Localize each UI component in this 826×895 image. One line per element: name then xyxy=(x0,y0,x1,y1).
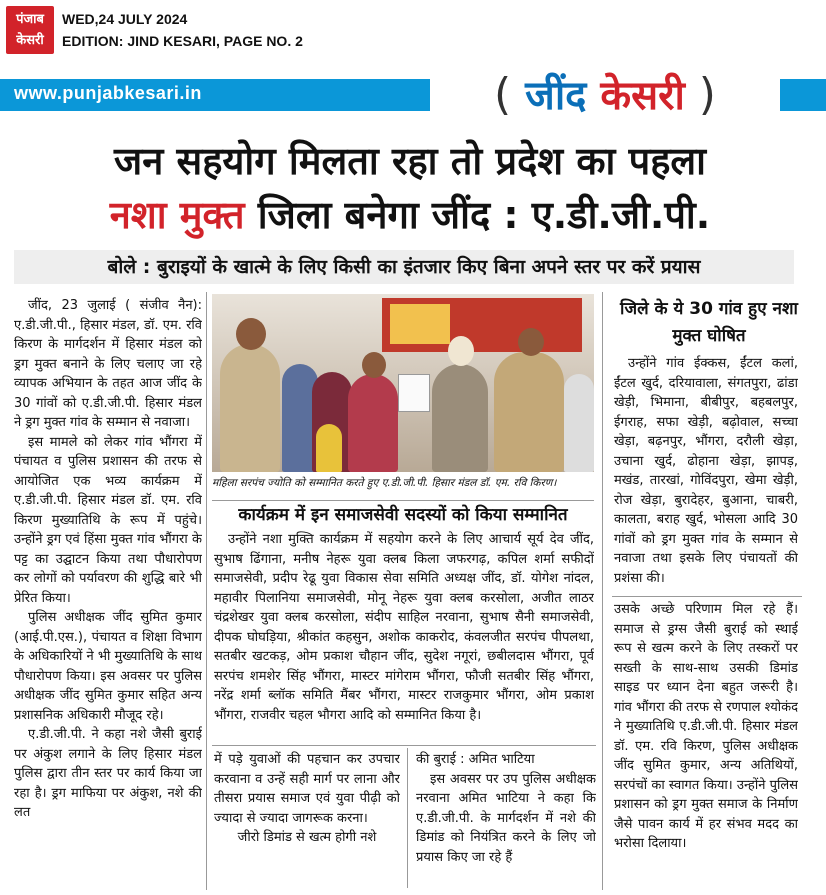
colA-para: में पड़े युवाओं की पहचान कर उपचार करवाना व उन्हें सही मार्ग पर लाना और तीसरा प्रयास समाज एवं युवा पीढ़ी को ज्यादा से ज्यादा जागरूक करना। xyxy=(214,752,400,826)
headline-line2 xyxy=(10,192,810,238)
col1-para: इस मामले को लेकर गांव भौंगरा में पंचायत व पुलिस प्रशासन की तरफ से आयोजित एक भव्य कार्यक्रम में ए.डी.जी.पी. हिसार मंडल डॉ. एम. रवि किरण मुख्यातिथि के रूप में पहुंचे। उन्होंने ड्रग एवं हिंसा मुक्त गांव भौंगरा के पट्ट का उद्घाटन किया तथा पौधारोपण कर लोगों को पर्यावरण की शुद्धि बारे भी प्रेरित किया। xyxy=(14,434,202,606)
section-rule xyxy=(212,745,596,746)
colR2-para: उसके अच्छे परिणाम मिल रहे हैं। समाज से ड्रग्स जैसी बुराई को स्थाई रूप से खत्म करने के लिए तस्करों पर सख्ती के साथ-साथ उसकी डिमांड साइड पर ध्यान देना बहुत जरूरी है। गांव भौंगरा की तरफ से रणपाल श्योकंद ने मुख्यातिथि ए.डी.जी.पी. हिसार मंडल डॉ. एम. रवि किरण, पुलिस अधीक्षक जींद सुमित कुमार, अन्य अतिथियों, सरपंचों का स्वागत किया। उन्होंने पुलिस प्रशासन को ड्रग मुक्त समाज के निर्माण जैसे पावन कार्य में हर संभव मदद का भरोसा दिलाया। xyxy=(614,602,798,851)
edition-meta xyxy=(62,8,303,52)
villages-para: उन्होंने गांव ईक्कस, ईंटल कलां, ईंटल खुर्द, दरियावाला, संगतपुरा, ढांडा खेड़ी, भिमाना, बीबीपुर, बहबलपुर, ईगराह, सफा खेड़ी, बढ़ोवाल, सच्चा खेड़ा, बढ़नपुर, भौंगरा, दरौली खेड़ा, उचाना खुर्द, ढोहाना खेड़ा, झापड़, मखंड, तारखां, गोविंदपुरा, खेमा खेड़ी, रोज खेड़ा, बुरादेहर, बुआना, चाबरी, कालता, बराह खुर्द, भोसला आदि 30 गांवों को ड्रग मुक्त गांव के सम्मान से नवाजा तथा इसके लिए पंचायतों की प्रशंसा की। xyxy=(614,356,798,586)
article-column-a xyxy=(214,750,400,890)
subheadline: बोले : बुराइयों के खात्मे के लिए किसी का इंतजार किए बिना अपने स्तर पर करें प्रयास xyxy=(14,250,794,284)
edition-info: EDITION: JIND KESARI, PAGE NO. 2 xyxy=(62,33,303,49)
column-divider xyxy=(206,292,207,890)
headline-rest-text: जिला बनेगा जींद : ए.डी.जी.पी. xyxy=(244,193,711,237)
masthead-left-paren-icon: ( xyxy=(494,69,512,120)
honorees-text xyxy=(214,530,594,742)
photo-caption: महिला सरपंच ज्योति को सम्मानित करते हुए ए.डी.जी.पी. हिसार मंडल डॉ. एम. रवि किरण। xyxy=(212,477,557,489)
masthead-right-paren-icon: ) xyxy=(698,69,716,120)
honorees-para: उन्होंने नशा मुक्ति कार्यक्रम में सहयोग करने के लिए आचार्य सूर्य देव जींद, सुभाष ढिंगाना, मनीष नेहरू युवा क्लब किला जफरगढ़, कपिल शर्मा सफीदों समाजसेवी, प्रदीप रेढू युवा विकास सेवा समिति अध्यक्ष जींद, डॉ. योगेश नांदल, महावीर पिलानिया समाजसेवी, मोनू नेहरू युवा क्लब करसोला, अजीत लाठर चंद्रशेखर युवा क्लब करसोला, संदीप साहिल नरवाना, सुभाष सैनी समाजसेवी, दीपक घोघड़िया, श्रीकांत कहसुन, अशोक काकरोद, कंवलजीत सरपंच पीपलथा, सतबीर खटकड़, ओम प्रकाश चौहान जींद, सुदेश नगूरां, छबीलदास भौंगरा, पूर्व सरपंच शमशेर सिंह भौंगरा, मास्टर मांगेराम भौंगरा, फौजी सतबीर सिंह भौंगरा, नरेंद्र शर्मा ब्लॉक समिति मैंबर भौंगरा, मास्टर राजकुमार भौंगरा, ओम प्रकाश भौंगरा, राजवीर चहल भौगरा आदि को सम्मानित किया है। xyxy=(214,532,594,723)
person-elder xyxy=(432,364,488,472)
article-column-b xyxy=(416,750,596,890)
masthead-jind: जींद xyxy=(525,73,587,119)
column-divider xyxy=(602,292,603,890)
col1-para: जींद, 23 जुलाई ( संजीव नैन): ए.डी.जी.पी., हिसार मंडल, डॉ. एम. रवि किरण के मार्गदर्शन में हिसार मंडल को ड्रग मुक्त बनाने के लिए चलाए जा रहे व्यापक अभियान के तहत आज जींद के 30 गांवों को ए.डी.जी.पी. हिसार मंडल ने ड्रग मुक्त गांव के सम्मान से नवाजा। xyxy=(14,298,202,430)
child xyxy=(316,424,342,472)
section-heading: कार्यक्रम में इन समाजसेवी सदस्यों को किया सम्मानित xyxy=(212,500,594,529)
person xyxy=(564,374,594,472)
page-header xyxy=(0,0,826,70)
section-rule xyxy=(612,596,802,597)
colB-para: इस अवसर पर उप पुलिस अधीक्षक नरवाना अमित भाटिया ने कहा कि ए.डी.जी.पी. के मार्गदर्शन में नशे की डिमांड को नियंत्रित करने के लिए जो प्रयास किए जा रहे हैं xyxy=(416,771,596,865)
edition-date: WED,24 JULY 2024 xyxy=(62,11,188,27)
villages-list-text xyxy=(614,354,798,594)
person-officer xyxy=(494,352,564,472)
banner xyxy=(0,70,826,120)
column-divider xyxy=(407,748,408,888)
article-column-right xyxy=(614,600,798,890)
colB-subhead: की बुराई : अमित भाटिया xyxy=(416,752,535,767)
headline-line1: जन सहयोग मिलता रहा तो प्रदेश का पहला xyxy=(114,139,706,183)
logo-line1: पंजाब xyxy=(16,12,44,27)
event-photo xyxy=(212,294,594,472)
colA-subhead: जीरो डिमांड से खत्म होगी नशे xyxy=(237,830,377,845)
punjab-kesari-logo xyxy=(6,6,54,54)
person-sarpanch xyxy=(348,374,398,472)
col1-para: पुलिस अधीक्षक जींद सुमित कुमार (आई.पी.एस.), पंचायत व शिक्षा विभाग के अधिकारियों ने भी मुख्यातिथि के साथ पौधारोपण किया। इस अवसर पर पुलिस अधीक्षक जींद सुमित कुमार सहित अन्य प्रशासनिक अधिकारी मौजूद रहे। xyxy=(14,610,202,723)
certificate xyxy=(398,374,430,412)
villages-box-heading: जिले के ये 30 गांव हुए नशा मुक्त घोषित xyxy=(620,299,798,346)
masthead-kesari: केसरी xyxy=(600,73,685,119)
logo-line2: केसरी xyxy=(16,33,44,48)
headline-red-text: नशा मुक्त xyxy=(109,193,245,237)
col1-para: ए.डी.जी.पी. ने कहा नशे जैसी बुराई पर अंकुश लगाने के लिए हिसार मंडल पुलिस द्वारा तीन स्तर पर कार्य किया जा रहा है। ड्रग माफिया पर अंकुश, नशे की लत xyxy=(14,727,202,820)
person-officer xyxy=(220,344,280,472)
site-url[interactable]: www.punjabkesari.in xyxy=(14,83,202,103)
masthead xyxy=(430,70,780,120)
article-column-1 xyxy=(14,296,202,886)
